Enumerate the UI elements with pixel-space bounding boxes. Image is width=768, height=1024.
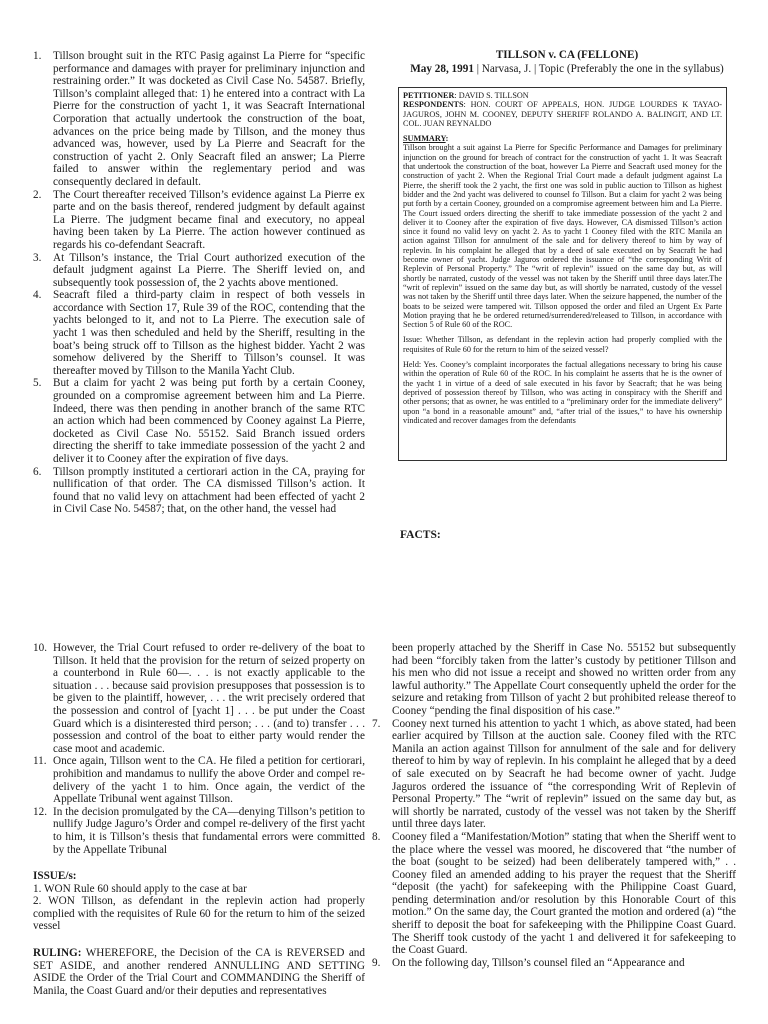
ponente-topic: | Narvasa, J. | Topic (Preferably the one in the syllabus) [473,63,724,75]
facts-column-bottom-right [372,642,736,969]
item-text: The Court thereafter received Tillson’s evidence against La Pierre ex parte and on the basis thereof, rendered judgment by default against La Pierre. The judgment became final and executory, no appeal having been taken by La Pierre. The action however continued as regards his co-defendant Seacraft. [53,188,365,251]
fact-item [372,831,736,957]
fact-item [33,642,365,755]
digest-box [398,87,727,461]
item-number: 1. [33,50,42,62]
respondents-value: : HON. COURT OF APPEALS, HON. JUDGE LOURDES K TAYAO-JAGUROS, JOHN M. COONEY, DEPUTY SHERIFF ROLANDO A. BALINGIT, AND LT. COL. JUAN REYNALDO [403,100,722,128]
summary-text: Tillson brought a suit against La Pierre for Specific Performance and Damages for preliminary injunction on the ground for breach of contract for the construction of yacht 1. It was Seacraft that undertook the construction of the boat, however La Pierre and Seacraft used money for the construction of yacht 2. When the Regional Trial Court made a default judgment against La Pierre, the sheriff took the 2 yacht, the first one was sold in public auction to Tillson as highest bidder and the 2nd yacht was delivered to counsel fo Tillson. But a claim for yacht 2 was being put forth by a certain Cooney, grounded on a compromise agreement between him and La Pierre. The Court issued orders directing the sheriff to take immediate possession of the yacht 2 and deliver it to Cooney after the expiration of five days. However, CA dismissed Tillson’s action since it found no valid levy on yacht 2. As to yacht 1 Cooney filed with the RTC Manila an action against Tillson for annulment of the sale and for delivery thereof to him by way of replevin. In his complaint he alleged that by a deed of sale executed on by Seacraft he had become owner of yacht. Judge Jaguros ordered the issuance of “the corresponding Writ of Replevin of Personal Property.” The “writ of replevin” issued on the same day but, as will shortly be narrated, custody of the vessel was not taken by the Sheriff until three days later.The “writ of replevin” issued on the same day but, as will shortly be narrated, custody of the vessel was not taken by the Sheriff until three days later. When the seizure happened, the number of the boats to be seized were tampered wit. Tillson opposed the order and filed an Urgent Ex Parte Motion praying that he be ordered returned/surrendered/released to Tillson, in accordance with Section 5 of Rule 60 of the ROC. [403,143,722,330]
fact-item [372,957,736,970]
fact-item [33,377,365,465]
item-number: 6. [33,465,42,478]
decision-date: May 28, 1991 [410,63,474,75]
item-text: Cooney next turned his attention to yacht 1 which, as above stated, had been earlier acquired by Tillson at the auction sale. Cooney filed with the RTC Manila an action against Tillson for annulment of the sale and for delivery thereof to him by way of replevin. In his complaint he alleged that by a deed of sale executed on by Seacraft he had become owner of yacht. Judge Jaguros ordered the issuance of “the corresponding Writ of Replevin of Personal Property.” The “writ of replevin” issued on the same day but, as will shortly be narrated, custody of the vessel was not taken by the Sheriff until three days later. [392,717,736,831]
item-text: Tillson promptly instituted a certiorari action in the CA, praying for nullification of that order. The CA dismissed Tillson’s action. It found that no valid levy on attachment had been effected of yacht 2 in Civil Case No. 54587; that, on the other hand, the vessel had [53,465,365,516]
item-text: Cooney filed a “Manifestation/Motion” stating that when the Sheriff went to the place where the vessel was moored, he discovered that “the number of the boat (sought to be seized) had been deliberately tampered with,” . . Cooney filed an amended adding to his prayer the request that the Sheriff “deposit (the yacht) for safekeeping with the Philippine Coast Guard, pending determination and/or resolution by this Honorable Court of this motion.” On the same day, the Court granted the motion and ordered (a) “the sheriff to deposit the boat for safekeeping with the Philippine Coast Guard. The Sheriff took custody of the yacht 1 and delivered it for safekeeping to the Coast Guard. [392,830,736,957]
summary-block: SUMMARY: Tillson brought a suit against La Pierre for Specific Performance and Damages for preliminary injunction on the ground for breach of contract for the construction of yacht 1. It was Seacraft that undertook the construction of the boat, however La Pierre and Seacraft used money for the construction of yacht 2. When the Regional Trial Court made a default judgment against La Pierre, the sheriff took the 2 yacht, the first one was sold in public auction to Tillson as highest bidder and the 2nd yacht was delivered to counsel fo Tillson. But a claim for yacht 2 was being put forth by a certain Cooney, grounded on a compromise agreement between him and La Pierre. The Court issued orders directing the sheriff to take immediate possession of the yacht 2 and deliver it to Cooney after the expiration of five days. However, CA dismissed Tillson’s action since it found no valid levy on yacht 2. As to yacht 1 Cooney filed with the RTC Manila an action against Tillson for annulment of the sale and for delivery thereof to him by way of replevin. In his complaint he alleged that by a deed of sale executed on by Seacraft he had become owner of yacht. Judge Jaguros ordered the issuance of “the corresponding Writ of Replevin of Personal Property.” The “writ of replevin” issued on the same day but, as will shortly be narrated, custody of the vessel was not taken by the Sheriff until three days later.The “writ of replevin” issued on the same day but, as will shortly be narrated, custody of the vessel was not taken by the Sheriff until three days later. When the seizure happened, the number of the boats to be seized were tampered wit. Tillson opposed the order and filed an Urgent Ex Parte Motion praying that he be ordered returned/surrendered/released to Tillson, in accordance with Section 5 of Rule 60 of the ROC. [403,134,722,330]
issue-item: 2. WON Tillson, as defendant in the replevin action had properly complied with the requisites of Rule 60 for the return to him of the seized vessel [33,895,365,933]
summary-label: SUMMARY [403,134,446,144]
continued-paragraph: been properly attached by the Sheriff in Case No. 55152 but subsequently had been “forcibly taken from the latter’s custody by petitioner Tillson and his men who did not issue a receipt and showed no written order from any lawful authority.” The Appellate Court consequently upheld the order for the seizure and retaking from Tillson of yacht 2 but prohibited release thereof to Cooney “pending the final disposition of his case.” [392,642,736,717]
item-number: 7. [372,717,381,730]
issues-section [33,870,365,933]
issue-item: 1. WON Rule 60 should apply to the case at bar [33,882,247,895]
item-number: 8. [372,830,381,843]
item-number: 9. [372,956,381,969]
item-number: 2. [33,188,42,201]
item-text: Tillson brought suit in the RTC Pasig against La Pierre for “specific performance and damages with prayer for preliminary injunction and restraining order.” It was docketed as Civil Case No. 54587. Briefly, Tillson’s complaint alleged that: 1) he entered into a contract with La Pierre for the construction of yacht 1, it was Seacraft International Corporation that actually undertook the construction of the boat, advances on the price being made by Tillson, and the money thus advanced was, however, used by La Pierre and Seacraft for the construction of yacht 2. Only Seacraft filed an answer; La Pierre failed to answer within the reglementary period and was consequently declared in default. [53,50,365,188]
respondents-label: RESPONDENTS [403,100,464,110]
item-number: 4. [33,289,42,302]
item-text: In the decision promulgated by the CA—denying Tillson’s petition to nullify Judge Jaguro’s Order and compel re-delivery of the first yacht to him, it is Tillson’s thesis that fundamental errors were committed by the Appellate Tribunal [53,805,365,856]
item-number: 3. [33,251,42,264]
item-number: 11. [33,755,47,768]
digest-issue: Issue: Whether Tillson, as defendant in the replevin action had properly complied with the requisites of Rule 60 for the return to him of the seized vessel? [403,335,722,354]
petitioner-line [403,91,722,128]
item-text: At Tillson’s instance, the Trial Court authorized execution of the default judgment against La Pierre. The Sheriff levied on, and subsequently took possession of, the 2 yachts above mentioned. [53,251,365,289]
facts-column-top-left [33,50,365,516]
digest-held: Held: Yes. Cooney’s complaint incorporates the factual allegations necessary to bring his cause within the operation of Rule 60 of the ROC. In his complaint he asserts that he is the owner of the yacht 1 in virtue of a deed of sale executed in his favor by Seacraft; that he was being deprived of possession thereof by Tillson, who was acting in conspiracy with the Sheriff and other persons; that as owner, he was entitled to a “preliminary order for the immediate delivery” upon “a bond in a reasonable amount” and, “after trial of the issues,” to have his ownership vindicated and recover damages from the defendants [403,360,722,425]
item-text: However, the Trial Court refused to order re-delivery of the boat to Tillson. It held that the provision for the return of seized property on a counterbond in Rule 60—. . . is not exactly applicable to the situation . . . because said provision presupposes that possession is to be given to the plaintiff, however, . . . the writ precisely ordered that the possession and control of [yacht 1] . . . be put under the Coast Guard which is a disinterested third person; . . . (and to) transfer . . . possession and control of the boat to either party would render the case moot and academic. [53,642,365,755]
item-number: 12. [33,805,47,818]
facts-list [33,642,365,856]
petitioner-value: : DAVID S. TILLSON [454,91,529,100]
fact-item [33,50,365,189]
ruling-text: WHEREFORE, the Decision of the CA is REVERSED and SET ASIDE, and another rendered ANNULLING AND SETTING ASIDE the Order of the Trial Court and COMMANDING the Sheriff of Manila, the Coast Guard and/or their deputies and representatives [33,947,365,997]
fact-item [33,252,365,290]
case-header [398,48,736,76]
facts-list [372,718,736,970]
item-number: 5. [33,377,42,390]
fact-item [33,755,365,805]
fact-item [33,806,365,856]
ruling-section [33,947,365,997]
case-title: TILLSON v. CA (FELLONE) [495,49,639,61]
fact-item [33,466,365,516]
issues-heading: ISSUE/s: [33,870,77,883]
item-text: On the following day, Tillson’s counsel filed an “Appearance and [392,956,685,969]
fact-item [33,189,365,252]
fact-item [33,289,365,377]
item-text: Seacraft filed a third-party claim in respect of both vessels in accordance with Section 17, Rule 39 of the ROC, contending that the yachts belonged to it, and not to La Pierre. The execution sale of yacht 1 was then scheduled and held by the Sheriff, resulting in the boat’s being struck off to Tillson as the highest bidder. Yacht 2 was somehow delivered by the Sheriff to Tillson’s counsel. It was thereafter moved by Tillson to the Manila Yacht Club. [53,289,365,377]
case-subtitle [398,62,736,76]
item-text: Once again, Tillson went to the CA. He filed a petition for certiorari, prohibition and mandamus to nullify the above Order and compel re-delivery of the yacht 1 to him. Once again, the verdict of the Appellate Tribunal went against Tillson. [53,755,365,806]
item-text: But a claim for yacht 2 was being put forth by a certain Cooney, grounded on a compromise agreement between him and La Pierre. Indeed, there was then pending in another branch of the same RTC an action which had been commenced by Cooney against La Pierre, docketed as Civil Case No. 55152. Said Branch issued orders directing the sheriff to take immediate possession of the yacht 2 and deliver it to Cooney after the expiration of five days. [53,377,365,465]
item-number: 10. [33,642,47,654]
fact-item [372,718,736,831]
petitioner-label: PETITIONER [403,91,455,100]
facts-list [33,50,365,516]
ruling-label: RULING: [33,947,82,960]
facts-column-bottom-left [33,642,365,997]
facts-heading: FACTS: [400,529,441,541]
